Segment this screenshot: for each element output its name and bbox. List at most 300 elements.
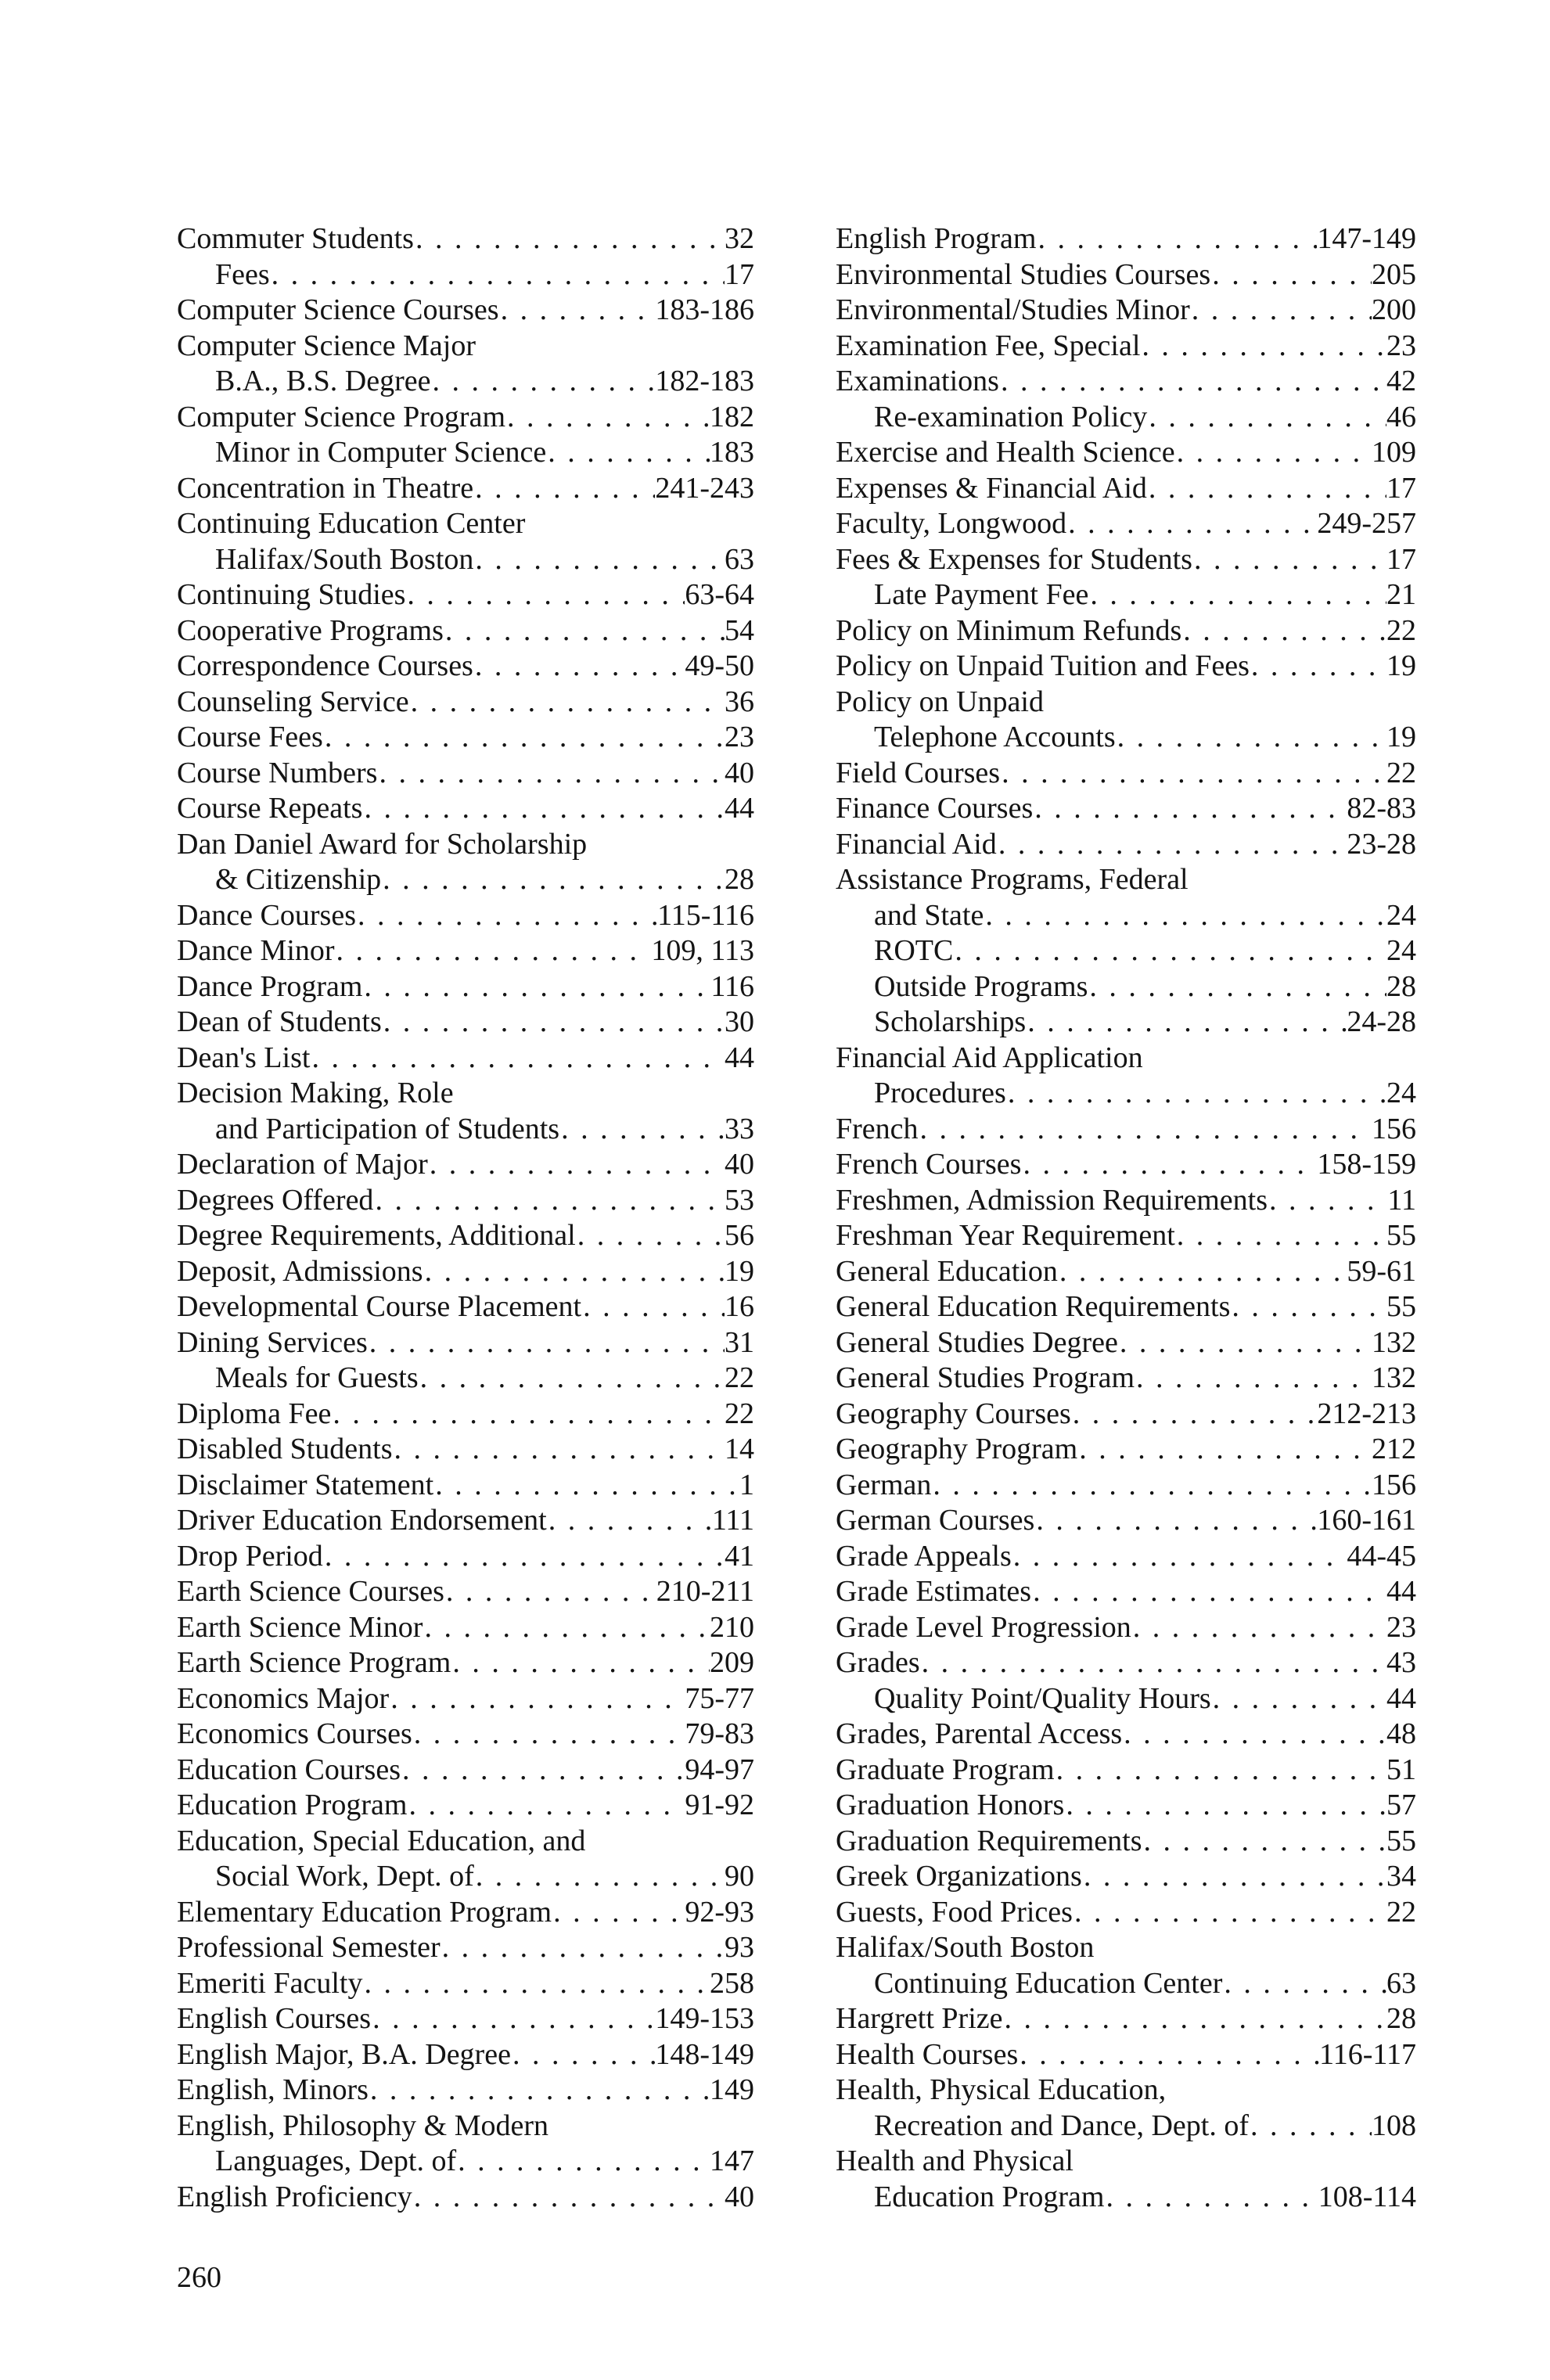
- index-term: Computer Science Major: [177, 329, 477, 362]
- index-term: Recreation and Dance, Dept. of: [874, 2109, 1250, 2142]
- dot-leader: [576, 1218, 725, 1254]
- dot-leader: [1003, 2001, 1387, 2037]
- page-reference: 132: [1372, 1361, 1416, 1394]
- page-reference: 41: [725, 1539, 754, 1573]
- index-term: Dean's List: [177, 1041, 311, 1074]
- index-term: Continuing Education Center: [177, 507, 526, 540]
- index-entry: [836, 1325, 1416, 1361]
- index-subentry: [836, 933, 1416, 969]
- dot-leader: [984, 898, 1386, 934]
- index-term: Policy on Unpaid Tuition and Fees: [836, 649, 1250, 682]
- index-term: Geography Program: [836, 1433, 1078, 1465]
- page-reference: 16: [725, 1290, 754, 1323]
- page-reference: 147-149: [1317, 222, 1416, 255]
- page-reference: 24-28: [1347, 1005, 1416, 1038]
- index-term: Continuing Studies: [177, 578, 406, 611]
- index-entry: [836, 1361, 1416, 1397]
- page-reference: 23: [725, 721, 754, 753]
- dot-leader: [1026, 1005, 1347, 1041]
- index-subentry: [836, 2109, 1416, 2145]
- page-reference: 44: [1386, 1681, 1416, 1715]
- page-reference: 24: [1386, 1077, 1416, 1109]
- index-term: Dance Courses: [177, 898, 356, 932]
- dot-leader: [473, 471, 655, 507]
- index-term: Quality Point/Quality Hours: [874, 1681, 1211, 1715]
- page-reference: 75-77: [685, 1681, 754, 1715]
- page-reference: 22: [725, 1361, 754, 1394]
- index-subentry: [836, 1966, 1416, 2002]
- dot-leader: [371, 2001, 655, 2037]
- index-subentry: [836, 577, 1416, 613]
- index-term: Examination Fee, Special: [836, 329, 1141, 362]
- dot-leader: [430, 364, 655, 400]
- page-reference: 22: [1386, 1895, 1416, 1929]
- page-reference: 91-92: [685, 1789, 754, 1821]
- index-term: Drop Period: [177, 1539, 323, 1573]
- index-term: Disabled Students: [177, 1433, 393, 1465]
- dot-leader: [356, 898, 657, 934]
- index-entry: [177, 720, 754, 756]
- page-reference: 210-211: [656, 1575, 754, 1608]
- dot-leader: [1021, 1147, 1317, 1183]
- index-term: Re-examination Policy: [874, 400, 1148, 433]
- index-entry: [177, 1503, 754, 1539]
- index-entry: [836, 1859, 1416, 1895]
- index-entry: [836, 293, 1416, 329]
- index-term: Telephone Accounts: [874, 721, 1116, 753]
- page-reference: 22: [725, 1397, 754, 1430]
- index-entry: [177, 613, 754, 649]
- page-reference: 200: [1372, 293, 1416, 326]
- index-term: General Studies Program: [836, 1361, 1135, 1394]
- index-entry: [836, 1930, 1416, 1966]
- page-reference: 49-50: [685, 649, 754, 682]
- page-reference: 59-61: [1347, 1254, 1416, 1288]
- index-entry: [177, 649, 754, 685]
- index-term: Professional Semester: [177, 1931, 441, 1964]
- index-entry: [836, 1397, 1416, 1433]
- dot-leader: [412, 1717, 685, 1753]
- page-reference: 147: [710, 2145, 754, 2177]
- page-reference: 63-64: [685, 578, 754, 611]
- index-entry: [836, 1254, 1416, 1290]
- page-reference: 44: [725, 792, 754, 825]
- index-term: Scholarships: [874, 1005, 1027, 1038]
- page-reference: 28: [1386, 969, 1416, 1003]
- index-subentry: [836, 1076, 1416, 1112]
- dot-leader: [323, 1539, 725, 1575]
- index-entry: [836, 1717, 1416, 1753]
- page-reference: 44-45: [1347, 1539, 1416, 1573]
- index-entry: [177, 685, 754, 721]
- index-term: Graduation Requirements: [836, 1824, 1142, 1857]
- index-entry: [177, 1717, 754, 1753]
- dot-leader: [1230, 1289, 1386, 1325]
- dot-leader: [1082, 1859, 1386, 1895]
- dot-leader: [1058, 1254, 1347, 1290]
- index-entry: [177, 1468, 754, 1504]
- dot-leader: [335, 933, 652, 969]
- index-term: English Major, B.A. Degree: [177, 2037, 511, 2071]
- dot-leader: [1192, 542, 1386, 578]
- page-reference: 156: [1372, 1112, 1416, 1145]
- dot-leader: [1031, 1574, 1386, 1610]
- index-entry: [177, 471, 754, 507]
- index-entry: [177, 1895, 754, 1931]
- dot-leader: [1135, 1361, 1372, 1397]
- index-term: Education Program: [177, 1789, 408, 1821]
- index-term: Disclaimer Statement: [177, 1468, 434, 1501]
- dot-leader: [441, 1930, 725, 1966]
- dot-leader: [407, 1788, 685, 1824]
- dot-leader: [1073, 1895, 1386, 1931]
- index-entry: [177, 1681, 754, 1717]
- index-term: Graduation Honors: [836, 1789, 1065, 1821]
- page-reference: 212-213: [1317, 1397, 1416, 1430]
- page-reference: 40: [725, 2180, 754, 2213]
- index-subentry: [177, 2144, 754, 2180]
- index-entry: [836, 685, 1416, 721]
- page-reference: 56: [725, 1219, 754, 1252]
- dot-leader: [1222, 1966, 1386, 2002]
- index-term: Computer Science Courses: [177, 293, 499, 326]
- page-reference: 42: [1386, 365, 1416, 397]
- page-reference: 54: [725, 613, 754, 647]
- dot-leader: [474, 1859, 725, 1895]
- page-reference: 22: [1386, 613, 1416, 647]
- index-term: Commuter Students: [177, 222, 414, 255]
- dot-leader: [1034, 1503, 1317, 1539]
- index-subentry: [177, 542, 754, 578]
- index-term: English, Minors: [177, 2073, 369, 2106]
- index-subentry: [177, 1361, 754, 1397]
- dot-leader: [362, 1966, 710, 2002]
- page-reference: 55: [1386, 1824, 1416, 1857]
- dot-leader: [1122, 1717, 1386, 1753]
- page-reference: 109: [1372, 436, 1416, 469]
- index-entry: [177, 1183, 754, 1219]
- index-term: Continuing Education Center: [874, 1966, 1223, 2000]
- index-term: Fees & Expenses for Students: [836, 542, 1192, 576]
- page-reference: 22: [1386, 756, 1416, 789]
- dot-leader: [423, 1254, 725, 1290]
- index-term: Counseling Service: [177, 685, 409, 718]
- page-reference: 31: [725, 1325, 754, 1359]
- index-term: Concentration in Theatre: [177, 471, 474, 505]
- page-reference: 34: [1386, 1860, 1416, 1893]
- index-term: Late Payment Fee: [874, 578, 1089, 611]
- index-entry: [836, 329, 1416, 365]
- index-subentry: [836, 400, 1416, 436]
- index-column-left: [177, 221, 754, 2215]
- index-entry: [177, 1574, 754, 1610]
- index-term: English Proficiency: [177, 2180, 412, 2213]
- page-reference: 111: [711, 1504, 754, 1537]
- page-reference: 55: [1386, 1290, 1416, 1323]
- index-entry: [836, 1147, 1416, 1183]
- page-reference: 53: [725, 1183, 754, 1217]
- dot-leader: [920, 1645, 1386, 1681]
- index-term: Health and Physical: [836, 2145, 1073, 2177]
- dot-leader: [377, 756, 725, 792]
- page-reference: 182: [710, 400, 754, 433]
- index-entry: [177, 791, 754, 827]
- index-entry: [177, 221, 754, 257]
- dot-leader: [1104, 2180, 1318, 2216]
- dot-leader: [1181, 613, 1386, 649]
- dot-leader: [552, 1895, 685, 1931]
- index-entry: [836, 257, 1416, 293]
- index-term: Expenses & Financial Aid: [836, 471, 1147, 505]
- dot-leader: [1175, 435, 1372, 471]
- page-reference: 115-116: [657, 898, 754, 932]
- index-term: Grade Level Progression: [836, 1610, 1131, 1644]
- dot-leader: [412, 2180, 725, 2216]
- page-reference: 21: [1386, 578, 1416, 611]
- index-entry: [836, 1788, 1416, 1824]
- index-entry: [836, 1112, 1416, 1148]
- dot-leader: [1250, 649, 1386, 685]
- dot-leader: [1140, 329, 1386, 365]
- index-term: Education, Special Education, and: [177, 1824, 586, 1857]
- index-term: and Participation of Students: [215, 1112, 560, 1145]
- index-entry: [177, 506, 754, 542]
- page-reference: 82-83: [1347, 792, 1416, 825]
- page-reference: 19: [1386, 721, 1416, 753]
- index-term: Assistance Programs, Federal: [836, 863, 1189, 896]
- dot-leader: [423, 1610, 710, 1646]
- page-reference: 17: [1386, 542, 1416, 576]
- index-subentry: [836, 2180, 1416, 2216]
- index-entry: [836, 1645, 1416, 1681]
- index-term: General Studies Degree: [836, 1325, 1118, 1359]
- index-entry: [177, 1147, 754, 1183]
- dot-leader: [1210, 257, 1372, 293]
- index-term: Dance Minor: [177, 934, 335, 967]
- index-term: Education Program: [874, 2180, 1105, 2213]
- page-reference: 90: [725, 1860, 754, 1893]
- page-reference: 210: [710, 1610, 754, 1644]
- index-subentry: [836, 1681, 1416, 1717]
- index-term: Grade Appeals: [836, 1539, 1012, 1573]
- index-term: Emeriti Faculty: [177, 1966, 363, 2000]
- dot-leader: [1249, 2109, 1372, 2145]
- dot-leader: [1088, 969, 1386, 1005]
- index-term: Health Courses: [836, 2037, 1019, 2071]
- index-term: Meals for Guests: [215, 1361, 419, 1394]
- dot-leader: [505, 400, 710, 436]
- index-term: Field Courses: [836, 756, 1001, 789]
- index-term: Environmental/Studies Minor: [836, 293, 1190, 326]
- index-term: Policy on Minimum Refunds: [836, 613, 1182, 647]
- index-entry: [177, 2037, 754, 2073]
- page-reference: 241-243: [655, 471, 754, 505]
- index-subentry: [177, 862, 754, 898]
- index-term: Social Work, Dept. of: [215, 1860, 474, 1893]
- index-entry: [177, 1930, 754, 1966]
- index-entry: [836, 2001, 1416, 2037]
- index-entry: [836, 471, 1416, 507]
- page-reference: 92-93: [685, 1895, 754, 1929]
- index-entry: [836, 2073, 1416, 2109]
- index-term: French: [836, 1112, 919, 1145]
- dot-leader: [1064, 1788, 1386, 1824]
- index-term: and State: [874, 898, 984, 932]
- page-reference: 183: [710, 436, 754, 469]
- index-entry: [836, 1503, 1416, 1539]
- index-term: Diploma Fee: [177, 1397, 332, 1430]
- index-term: B.A., B.S. Degree: [215, 365, 431, 397]
- page-reference: 183-186: [655, 293, 754, 326]
- index-term: Geography Courses: [836, 1397, 1071, 1430]
- page-reference: 148-149: [655, 2037, 754, 2071]
- dot-leader: [389, 1681, 685, 1717]
- index-entry: [836, 1824, 1416, 1860]
- index-entry: [177, 1788, 754, 1824]
- dot-leader: [997, 827, 1347, 863]
- page-reference: 212: [1372, 1433, 1416, 1465]
- page-reference: 23: [1386, 329, 1416, 362]
- index-term: Freshman Year Requirement: [836, 1219, 1175, 1252]
- dot-leader: [331, 1397, 725, 1433]
- index-entry: [836, 862, 1416, 898]
- index-term: Education Courses: [177, 1753, 401, 1786]
- dot-leader: [1018, 2037, 1319, 2073]
- dot-leader: [451, 1645, 710, 1681]
- dot-leader: [419, 1361, 725, 1397]
- page-reference: 116: [710, 969, 754, 1003]
- dot-leader: [444, 1574, 656, 1610]
- index-entry: [177, 933, 754, 969]
- dot-leader: [919, 1112, 1372, 1148]
- page-reference: 209: [710, 1646, 754, 1679]
- index-subentry: [836, 1005, 1416, 1041]
- index-term: German: [836, 1468, 932, 1501]
- index-term: Guests, Food Prices: [836, 1895, 1073, 1929]
- index-term: Dean of Students: [177, 1005, 382, 1038]
- page-reference: 63: [1386, 1966, 1416, 2000]
- page-reference: 108: [1372, 2109, 1416, 2142]
- index-entry: [177, 2109, 754, 2145]
- index-entry: [177, 2073, 754, 2109]
- page-reference: 63: [725, 542, 754, 576]
- page-reference: 205: [1372, 257, 1416, 291]
- index-term: ROTC: [874, 934, 954, 967]
- page-reference: 182-183: [655, 365, 754, 397]
- index-entry: [177, 1041, 754, 1077]
- index-entry: [177, 400, 754, 436]
- index-entry: [177, 898, 754, 934]
- index-entry: [836, 1432, 1416, 1468]
- index-term: Procedures: [874, 1077, 1006, 1109]
- page-reference: 43: [1386, 1646, 1416, 1679]
- page-reference: 19: [725, 1254, 754, 1288]
- index-entry: [836, 435, 1416, 471]
- page-reference: 79-83: [685, 1717, 754, 1750]
- index-entry: [177, 969, 754, 1005]
- index-entry: [177, 1753, 754, 1789]
- dot-leader: [1033, 791, 1347, 827]
- page-reference: 116-117: [1319, 2037, 1416, 2071]
- dot-leader: [1268, 1183, 1387, 1219]
- index-term: Economics Courses: [177, 1717, 412, 1750]
- index-entry: [177, 1076, 754, 1112]
- index-entry: [177, 329, 754, 365]
- index-term: English Courses: [177, 2002, 372, 2035]
- dot-leader: [373, 1183, 725, 1219]
- dot-leader: [310, 1041, 725, 1077]
- index-term: Halifax/South Boston: [836, 1931, 1095, 1964]
- index-entry: [177, 293, 754, 329]
- dot-leader: [1012, 1539, 1347, 1575]
- dot-leader: [999, 364, 1386, 400]
- index-term: Cooperative Programs: [177, 613, 444, 647]
- dot-leader: [414, 221, 725, 257]
- index-entry: [836, 1753, 1416, 1789]
- index-term: Degrees Offered: [177, 1183, 374, 1217]
- index-term: Earth Science Courses: [177, 1575, 444, 1608]
- dot-leader: [409, 685, 725, 721]
- index-entry: [177, 2001, 754, 2037]
- page-reference: 109, 113: [651, 934, 754, 967]
- index-term: Course Numbers: [177, 756, 378, 789]
- index-term: & Citizenship: [215, 863, 382, 896]
- dot-leader: [1142, 1824, 1386, 1860]
- index-term: Finance Courses: [836, 792, 1034, 825]
- index-entry: [836, 542, 1416, 578]
- index-entry: [836, 1041, 1416, 1077]
- page-reference: 51: [1386, 1753, 1416, 1786]
- page-reference: 17: [725, 257, 754, 291]
- index-term: Policy on Unpaid: [836, 685, 1044, 718]
- index-entry: [177, 1645, 754, 1681]
- index-entry: [177, 2180, 754, 2216]
- dot-leader: [392, 1432, 725, 1468]
- dot-leader: [405, 577, 685, 613]
- page-reference: 57: [1386, 1789, 1416, 1821]
- dot-leader: [1147, 471, 1386, 507]
- page-reference: 40: [725, 756, 754, 789]
- index-term: Fees: [215, 257, 270, 291]
- page-reference: 11: [1387, 1183, 1416, 1217]
- dot-leader: [1147, 400, 1386, 436]
- index-term: English Program: [836, 222, 1037, 255]
- index-entry: [177, 1218, 754, 1254]
- index-entry: [177, 1254, 754, 1290]
- page-reference: 46: [1386, 400, 1416, 433]
- index-term: Course Repeats: [177, 792, 363, 825]
- index-entry: [177, 1005, 754, 1041]
- index-entry: [177, 1325, 754, 1361]
- dot-leader: [1006, 1076, 1386, 1112]
- index-entry: [836, 649, 1416, 685]
- dot-leader: [546, 435, 710, 471]
- index-term: Dance Program: [177, 969, 363, 1003]
- index-subentry: [836, 898, 1416, 934]
- dot-leader: [444, 613, 725, 649]
- page-reference: 108-114: [1318, 2180, 1416, 2213]
- index-entry: [177, 1966, 754, 2002]
- dot-leader: [270, 257, 725, 293]
- page-reference: 24: [1386, 934, 1416, 967]
- page-reference: 33: [725, 1112, 754, 1145]
- dot-leader: [1131, 1610, 1386, 1646]
- page-reference: 149: [710, 2073, 754, 2106]
- index-entry: [836, 364, 1416, 400]
- index-entry: [836, 1895, 1416, 1931]
- index-subentry: [177, 364, 754, 400]
- index-term: Outside Programs: [874, 969, 1088, 1003]
